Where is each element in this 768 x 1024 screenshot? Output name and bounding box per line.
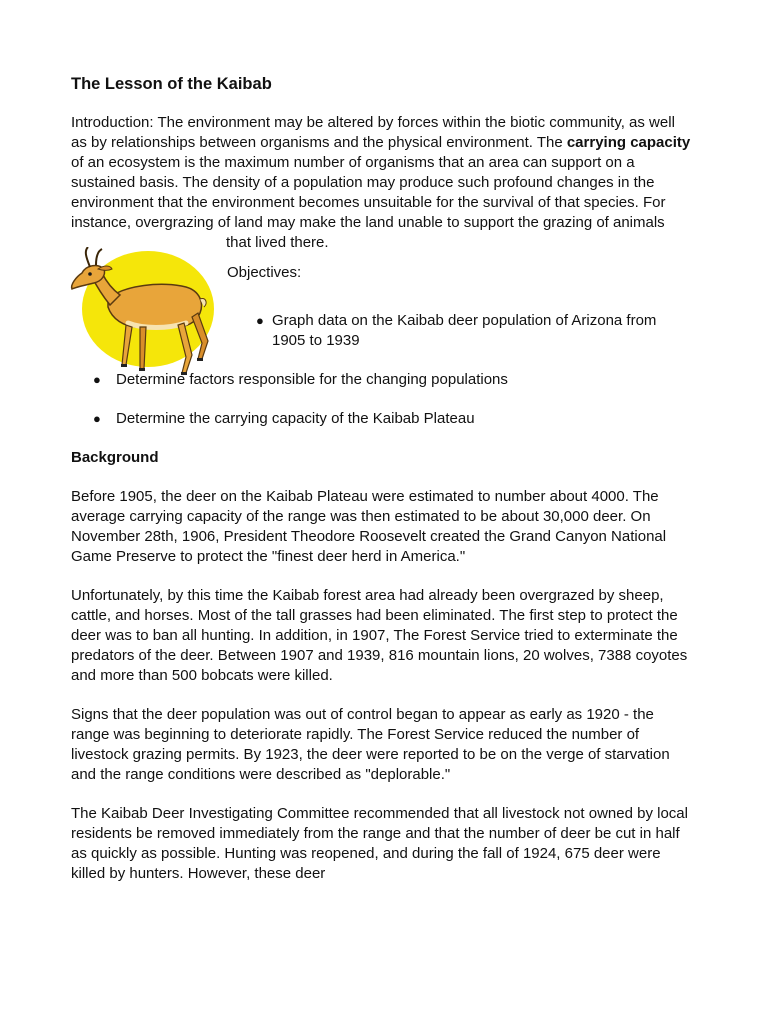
objectives-label: Objectives: xyxy=(227,264,302,281)
list-item xyxy=(71,409,691,429)
bullet-icon: ● xyxy=(256,313,264,328)
objective-text: Graph data on the Kaibab deer population of Arizona from 1905 to 1939 xyxy=(272,312,657,349)
bullet-icon: ● xyxy=(93,372,101,387)
objectives-list xyxy=(71,370,691,429)
bullet-icon: ● xyxy=(93,411,101,426)
background-paragraph-1: Before 1905, the deer on the Kaibab Plateau were estimated to number about 4000. The average carrying capacity of the range was then estimated to be about 30,000 deer. On November 28th, 1906, President Theodore Roosevelt created the Grand Canyon National Game Preserve to protect the "finest deer herd in America." xyxy=(71,488,667,565)
intro-rest: of an ecosystem is the maximum number of organisms that an area can support on a sustained basis. The density of a population may produce such profound changes in the environment that the environment becomes unsuitable for the survival of that species. For instance, overgrazing of land may make the land unable to support the grazing of animals xyxy=(71,154,666,231)
intro-lead: Introduction: The environment may be altered by forces within the biotic community, as well as by relationships between organisms and the physical environment. The xyxy=(71,114,675,151)
intro-paragraph xyxy=(71,113,691,233)
document-title: The Lesson of the Kaibab xyxy=(71,75,272,93)
list-item xyxy=(71,370,691,390)
objective-text: Determine the carrying capacity of the Kaibab Plateau xyxy=(116,410,475,427)
objectives-block xyxy=(71,253,691,283)
background-paragraph-2: Unfortunately, by this time the Kaibab forest area had already been overgrazed by sheep, cattle, and horses. Most of the tall grasses had been eliminated. The first step to protect the deer was to ban all hunting. In addition, in 1907, The Forest Service tried to exterminate the predators of the deer. Between 1907 and 1939, 816 mountain lions, 20 wolves, 7388 coyotes and more than 500 bobcats were killed. xyxy=(71,587,688,684)
background-heading: Background xyxy=(71,449,159,466)
document-page xyxy=(71,74,691,903)
background-paragraph-4: The Kaibab Deer Investigating Committee recommended that all livestock not owned by local residents be removed immediately from the range and that the number of deer be cut in half as quickly as possible. Hunting was reopened, and during the fall of 1924, 675 deer were killed by hunters. However, these deer xyxy=(71,805,688,882)
intro-tail: that lived there. xyxy=(226,234,329,251)
background-paragraph-3: Signs that the deer population was out of control began to appear as early as 1920 - the range was beginning to deteriorate rapidly. The Forest Service reduced the number of livestock grazing permits. By 1923, the deer were reported to be on the verge of starvation and the range conditions were described as "deplorable." xyxy=(71,706,670,783)
list-item xyxy=(71,311,691,351)
objective-text: Determine factors responsible for the changing populations xyxy=(116,371,508,388)
objectives-list-indented xyxy=(71,311,691,351)
carrying-capacity-term: carrying capacity xyxy=(566,134,691,151)
